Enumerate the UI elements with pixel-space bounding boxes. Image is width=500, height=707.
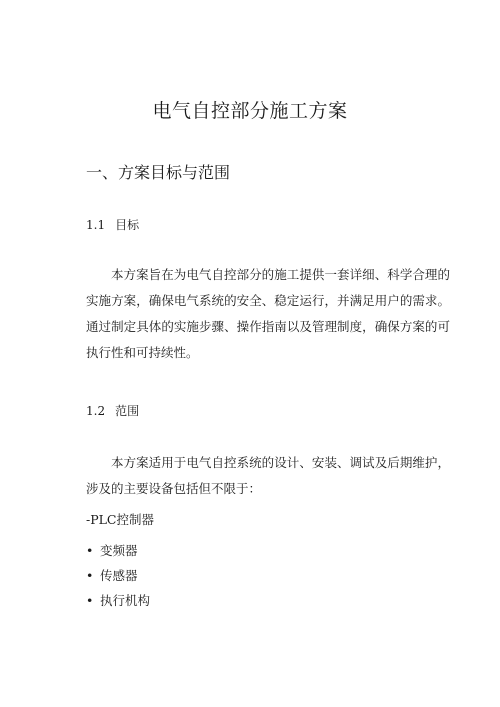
- goal-paragraph: 本方案旨在为电气自控部分的施工提供一套详细、科学合理的实施方案，确保电气系统的安全、稳定运行，并满足用户的需求。通过制定具体的实施步骤、操作指南以及管理制度，确保方案的可执行性和可持续性。: [86, 267, 450, 360]
- list-item-label: 执行机构: [100, 593, 151, 608]
- bullet-icon: •: [86, 593, 94, 608]
- scope-paragraph: 本方案适用于电气自控系统的设计、安装、调试及后期维护，涉及的主要设备包括但不限于：: [86, 455, 450, 496]
- list-item: [86, 568, 150, 593]
- subsection-heading-scope: [86, 402, 139, 419]
- subsection-number: 1.1: [86, 218, 106, 232]
- device-list: [86, 543, 150, 618]
- subsection-label: 范围: [115, 404, 140, 418]
- bullet-icon: •: [86, 543, 94, 558]
- section-heading-goals-scope: 一、方案目标与范围: [86, 163, 231, 182]
- list-item: [86, 543, 150, 568]
- list-item-label: 变频器: [100, 543, 138, 558]
- list-item-label: 传感器: [100, 568, 138, 583]
- list-item: [86, 593, 150, 618]
- document-title: 电气自控部分施工方案: [152, 100, 348, 122]
- subsection-label: 目标: [115, 218, 140, 232]
- bullet-icon: •: [86, 568, 94, 583]
- subsection-heading-goal: [86, 216, 139, 233]
- subsection-number: 1.2: [86, 404, 106, 418]
- device-item-plc: -PLC控制器: [86, 512, 154, 527]
